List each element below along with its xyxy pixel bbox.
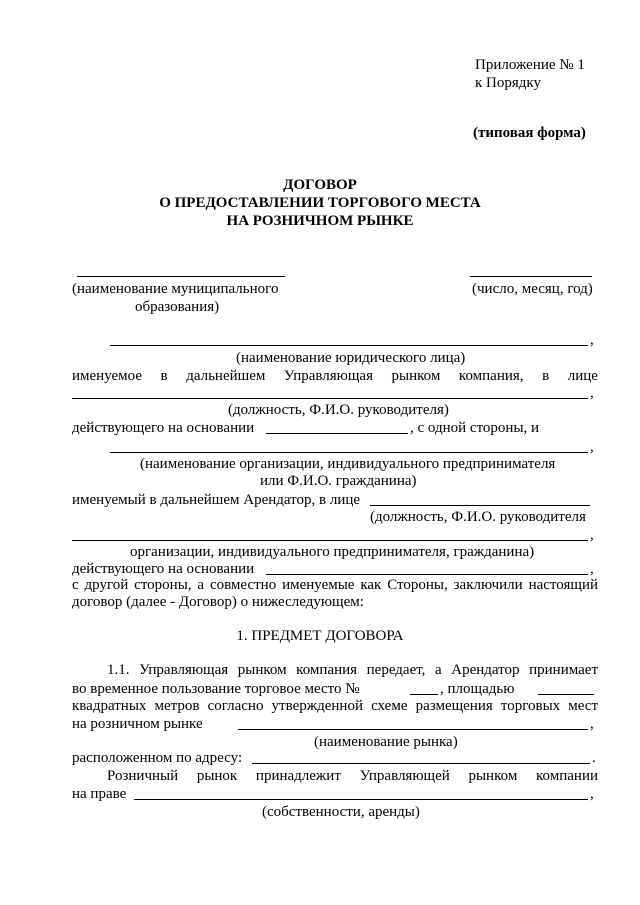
municipality-blank[interactable] [77,276,285,277]
word: компания, [458,368,524,384]
address-prefix: расположенном по адресу: [72,750,243,766]
owner-line [107,767,598,785]
date-label: (число, месяц, год) [472,281,593,297]
doc-subtitle-2: НА РОЗНИЧНОМ РЫНКЕ [226,213,414,229]
comma: , [590,332,594,348]
municipality-label: (наименование муниципального [72,281,279,297]
org-label: (наименование организации, индивидуального предпринимателя [140,456,556,472]
acting-basis-suffix: , с одной стороны, и [410,420,540,436]
word: Розничный [107,768,179,784]
doc-title: ДОГОВОР [283,177,357,193]
market-prefix: на розничном рынке [72,716,203,732]
section-heading: 1. ПРЕДМЕТ ДОГОВОРА [236,628,404,644]
tenant-blank[interactable] [110,452,588,453]
municipality-label-cont: образования) [135,299,220,315]
annex-number: Приложение № 1 [475,57,585,73]
word: рынок [196,768,238,784]
agreement-line: договор (далее - Договор) о нижеследующем: [72,594,364,610]
head-label: (должность, Ф.И.О. руководителя) [228,402,449,418]
form-type: (типовая форма) [473,125,586,141]
ownership-label: (собственности, аренды) [262,804,420,820]
comma: , [590,439,594,455]
org-label-cont: или Ф.И.О. гражданина) [260,473,417,489]
word: рынком [468,768,518,784]
comma: , [590,716,594,732]
tenant-prefix: именуемый в дальнейшем Арендатор, в лице [72,492,361,508]
acting-basis-2-blank[interactable] [266,574,588,575]
market-name-blank[interactable] [238,729,588,730]
tenant-head-blank[interactable] [370,505,590,506]
word: компании [536,768,598,784]
annex-reference: к Порядку [475,75,541,91]
word: рынком [391,368,441,384]
word: принадлежит [255,768,341,784]
period: . [592,750,596,766]
acting-basis-2-prefix: действующего на основании [72,561,255,577]
address-blank[interactable] [252,763,590,764]
date-blank[interactable] [470,276,592,277]
word: дальнейшем [186,368,266,384]
mgmt-head-blank[interactable] [72,398,588,399]
other-side-line: с другой стороны, а совместно именуемые как Стороны, заключили настоящий [72,577,598,593]
area-blank[interactable] [538,694,594,695]
mgmt-company-line [72,367,598,385]
word: в [160,368,168,384]
place-number-blank[interactable] [410,694,438,695]
acting-basis-prefix: действующего на основании [72,420,255,436]
word: Управляющая [283,368,373,384]
section-p1-line3: квадратных метров согласно утвержденной схеме размещения торговых мест [72,698,598,714]
right-blank[interactable] [134,799,588,800]
word: Управляющей [359,768,450,784]
word: в [542,368,550,384]
doc-subtitle-1: О ПРЕДОСТАВЛЕНИИ ТОРГОВОГО МЕСТА [159,195,481,211]
org-label-3: организации, индивидуального предпринимателя, гражданина) [130,544,535,560]
comma: , [590,561,594,577]
comma: , [590,786,594,802]
word: лице [567,368,598,384]
comma: , [590,385,594,401]
section-p1-line2a: во временное пользование торговое место № [72,681,360,697]
acting-basis-blank[interactable] [266,433,408,434]
section-p1-line2b: , площадью [440,681,515,697]
comma: , [590,527,594,543]
market-label: (наименование рынка) [314,734,458,750]
section-p1-line1: 1.1. Управляющая рынком компания передает, а Арендатор принимает [107,662,598,678]
word: именуемое [72,368,142,384]
head-label-2: (должность, Ф.И.О. руководителя [370,509,586,525]
tenant-org-blank[interactable] [72,540,588,541]
legal-entity-label: (наименование юридического лица) [236,350,466,366]
legal-entity-blank[interactable] [110,345,588,346]
right-prefix: на праве [72,786,127,802]
